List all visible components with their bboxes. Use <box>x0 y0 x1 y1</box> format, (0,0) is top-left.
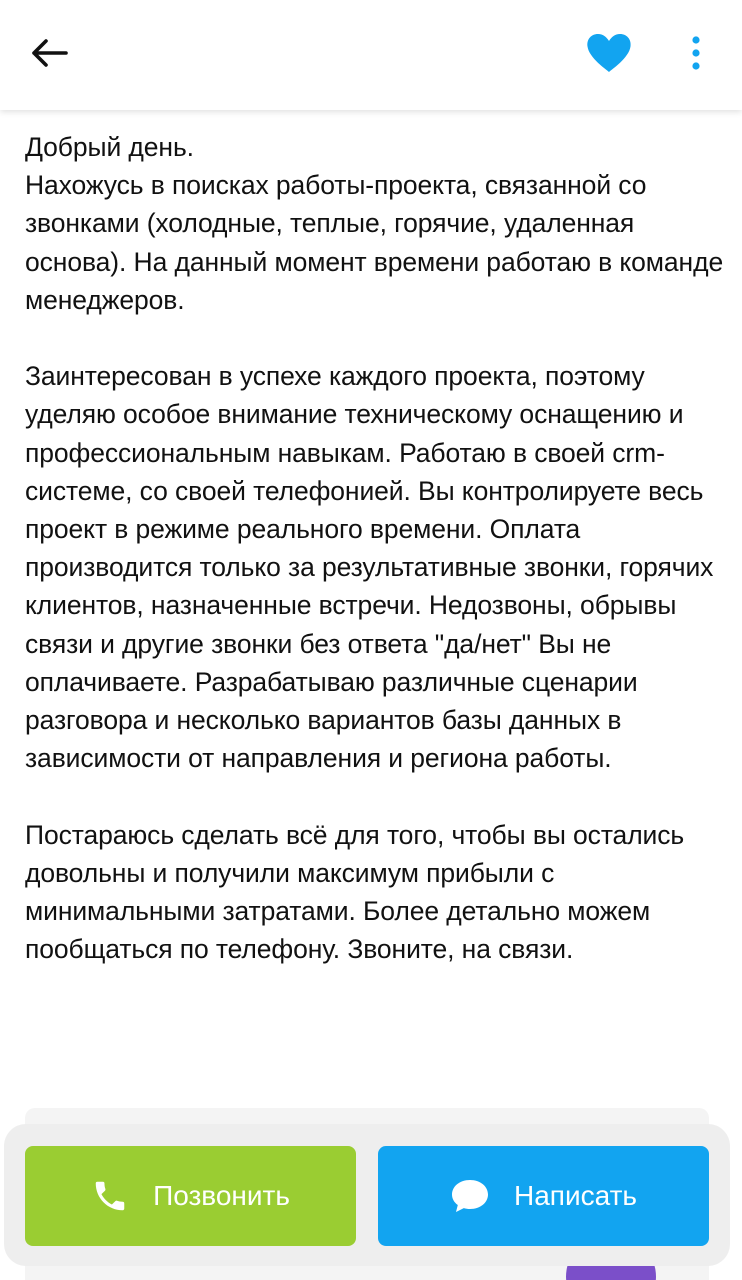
back-button[interactable] <box>24 30 74 76</box>
call-button-label: Позвонить <box>153 1180 290 1211</box>
write-button-label: Написать <box>514 1180 637 1211</box>
write-button[interactable] <box>378 1146 709 1246</box>
top-app-bar <box>0 0 742 110</box>
more-options-button[interactable] <box>676 28 716 78</box>
arrow-left-icon <box>30 38 68 68</box>
vertical-dots-icon <box>691 35 701 71</box>
chat-bubble-icon <box>450 1178 490 1214</box>
phone-icon <box>91 1177 129 1215</box>
contact-action-bar <box>4 1124 730 1266</box>
heart-icon <box>586 33 632 73</box>
call-button[interactable] <box>25 1146 356 1246</box>
favorite-button[interactable] <box>582 28 636 78</box>
ad-description-text: Добрый день. Нахожусь в поисках работы-проекта, связанной со звонками (холодные, теплые, горячие, удаленная основа). На данный момент времени работаю в команде менеджеров. Заинтересован в успехе каждого проекта, поэтому уделяю особое внимание техническому оснащению и профессиональным навыкам. Работаю в своей crm-системе, со своей телефонией. Вы контролируете весь проект в режиме реального времени. Оплата производится только за результативные звонки, горячих клиентов, назначенные встречи. Недозвоны, обрывы связи и другие звонки без ответа "да/нет" Вы не оплачиваете. Разрабатываю различные сценарии разговора и несколько вариантов базы данных в зависимости от направления и региона работы. Постараюсь сделать всё для того, чтобы вы остались довольны и получили максимум прибыли с минимальными затратами. Более детально можем пообщаться по телефону. Звоните, на связи. <box>25 132 724 965</box>
